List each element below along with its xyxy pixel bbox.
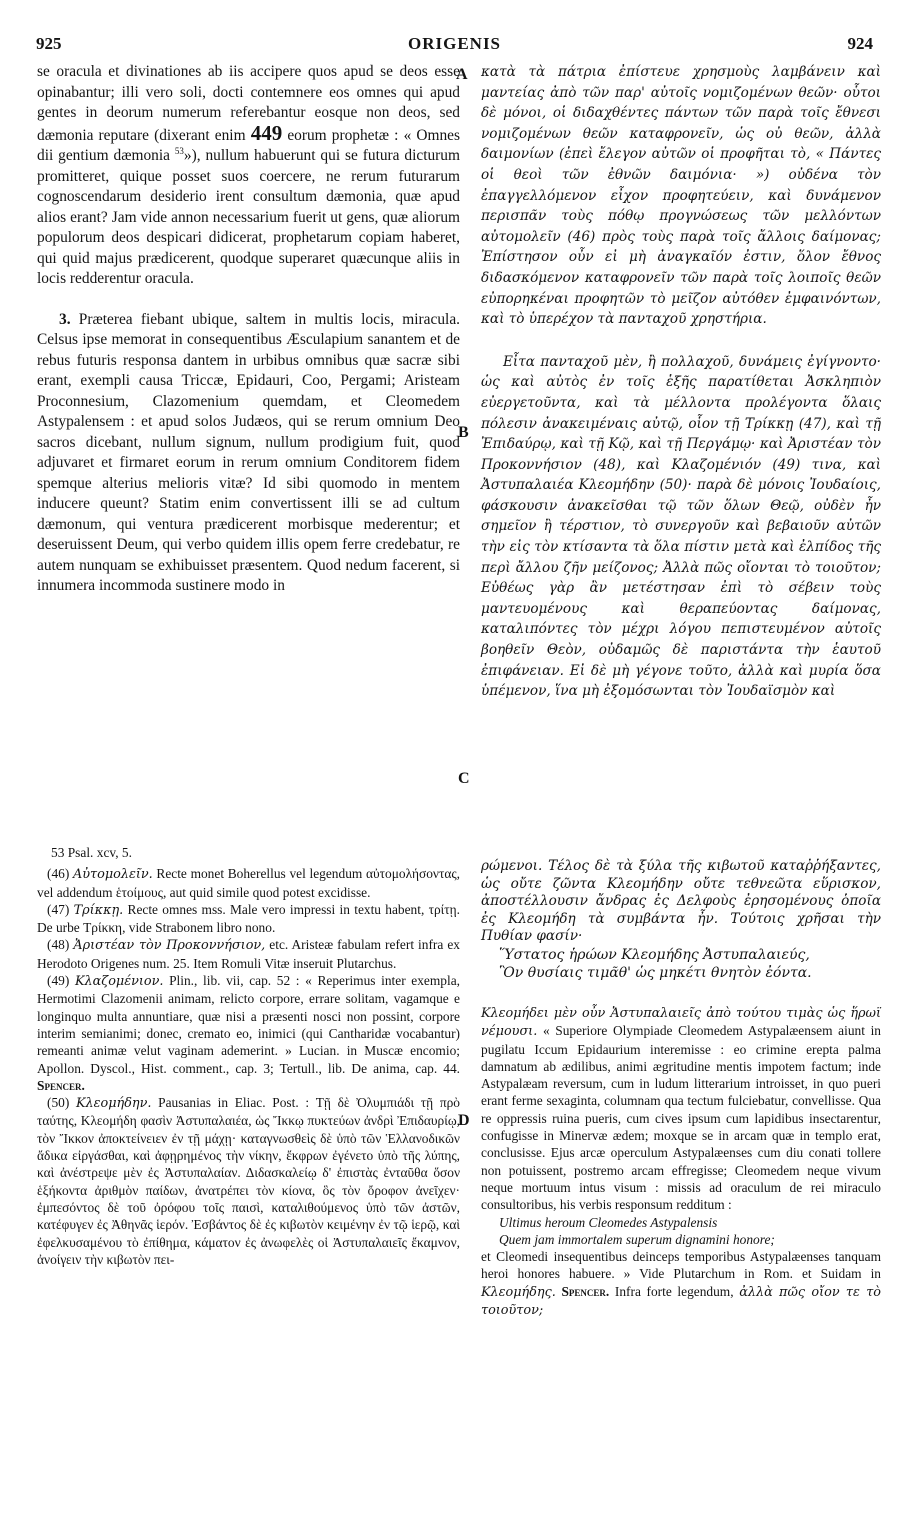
note-text: Recte monet Boherellus vel legendum αὐτομολήσοντας, vel addendum ἑτοίμους, aut quid simile quod potest excidisse. xyxy=(37,866,460,900)
latin-text: eorum prophetæ : « Omnes dii gentium dæmonia xyxy=(37,126,461,164)
footnote-48 xyxy=(37,936,460,972)
greek-paragraph-2: Εἶτα πανταχοῦ μὲν, ἢ πολλαχοῦ, δυνάμεις ἐγίγνοντο· ὡς καὶ αὐτὸς ἐν τοῖς ἑξῆς παρατίθεται Ἀσκληπιὸν εὐεργετοῦντα, καὶ τὰ μέλλοντα προλέγοντα ὅλαις πόλεσιν ἀνακειμέναις αὐτῷ, οἷον τῇ Τρίκκῃ (47), καὶ τῇ Ἐπιδαύρῳ, καὶ τῇ Κῷ, καὶ τῇ Περγάμῳ· καὶ Ἀριστέαν τὸν Προκοννήσιον (48), καὶ Κλαζομένιόν (49) τινα, καὶ Ἀστυπαλαιέα Κλεομήδην (50)· παρὰ δὲ μόνοις Ἰουδαίοις, φάσκουσιν ἀνακεῖσθαι τῷ τῶν ὅλων Θεῷ, οὐδὲν ἦν σημεῖον ἢ τέρστιον, τὸ συνεργοῦν καὶ βεβαιοῦν αὐτῶν τὴν εἰς τὸν κτίσαντα τὰ ὅλα πίστιν μετὰ καὶ ἐλπίδος τῆς περὶ ἄλλου ζῆν μείζονος; Ἀλλὰ πῶς οἴονται τὸ τοιοῦτον; Εὐθέως γὰρ ἂν μετέστησαν ἐπὶ τὸ σέβειν τοὺς μαντευομένους καὶ θεραπεύοντας δαίμονας, καταλιπόντες τὸν μέχρι λόγου πεπιστευμένον αὐτοῖς βοηθεῖν Θεὸν, οὐδαμῶς δὲ παριστάντα τὴν ἑαυτοῦ ἐπιφάνειαν. Εἰ δὲ μὴ γέγονε τοῦτο, ἀλλὰ καὶ μυρία ὅσα ὑπέμενον, ἵνα μὴ ἐξομόσωνται τὸν Ἰουδαϊσμὸν καὶ xyxy=(481,353,881,700)
note-keyword: Τρίκκῃ. xyxy=(73,902,124,918)
note-number: (49) xyxy=(47,973,70,989)
latin-text: « Superiore Olympiade Cleomedem Astypalæensem aiunt in pugilatu Iccum Epidaurium interemisse : eo crimine erepta palma damnatum ab ædilibus, animi ægritudine mentis impotem factum; inde Astypalæam reversum, cum in ludum litterarium introisset, in quo pueri erant ferme sexaginta, columnam qua tectum fulciebatur, convellisse. Qua re oppressis ruina pueris, cum cives ipsum cum lapidibus insectarentur, confugisse in Minervæ ædem; moxque se in arcam quæ in templo erat, conclusisse. Ejus arcæ operculum Astypalæenses cum diu conati tollere non potuissent, postremo arcam effregisse; Cleomedem neque vivum neque mortuum intus visum : missis ad oraculum de rei miraculo consultoribus, his verbis responsum redditum : xyxy=(481,1023,881,1213)
note-keyword: Ἀριστέαν τὸν Προκοννήσιον, xyxy=(73,938,266,954)
margin-marker-d: D xyxy=(458,1112,470,1129)
page-number-right: 924 xyxy=(847,34,873,53)
greek-column xyxy=(481,62,881,702)
footnote-47 xyxy=(37,901,460,937)
note-continuation-paragraph xyxy=(481,1004,881,1214)
oracle-verse-2: Ὃν θυσίαις τιμᾶθ' ὡς μηκέτι θνητὸν ἐόντα. xyxy=(499,964,812,981)
note-number: (46) xyxy=(47,866,70,882)
greek-text: Κλεομήδει μὲν οὖν Ἀστυπαλαιεῖς ἀπὸ τούτου τιμὰς ὡς ἥρωϊ νέμουσι. xyxy=(481,1006,881,1040)
oracle-verse-1: Ὕστατος ἡρώων Κλεομήδης Ἀστυπαλαιεύς, xyxy=(499,946,810,963)
note-continuation xyxy=(481,1004,881,1319)
latin-paragraph-2 xyxy=(37,310,460,597)
note-keyword: Κλαζομένιον. xyxy=(74,974,164,990)
note-number: (50) xyxy=(47,1095,70,1111)
note-text: Recte omnes mss. Male vero impressi in textu habent, τρίτῃ. De urbe Τρίκκη, vide Strabonem libro nono. xyxy=(37,901,460,936)
margin-marker-c: C xyxy=(458,770,470,787)
footnote-53: 53 Psal. xcv, 5. xyxy=(51,845,132,860)
section-number: 3. xyxy=(59,310,71,328)
latin-text: Præterea fiebant ubique, saltem in multis locis, miracula. Celsus ipse memorat in consequentibus Æsculapium sanantem et de rebus futuris responsa dantem in urbibus omnibus quæ sacræ sibi erant, exempli causa Triccæ, Epidauri, Coo, Pergami; Aristeam Proconnesium, Clazomenium quemdam, et Cleomedem Astypalensem : et apud solos Judæos, qui se rerum omnium Deo sacros dicebant, nullum signum, nullum prodigium fuit, quod adjuvaret et firmaret eorum in rerum omnium Conditorem fidem spemque alterius melioris vitæ? Id sibi quomodo in mentem inducere queunt? Statim enim convertissent illi se ad cultum dæmonum, qui ventura prædicerent morbisque mederentur; et deseruissent Deum, qui verbo quidem illis opem ferre credebatur, re autem nunquam se exhibuisset præsentem. Quod nedum facerent, si innumera incommoda sustinere modo in xyxy=(37,310,460,594)
latin-paragraph-1 xyxy=(37,62,460,290)
latin-verse-2: Quem jam immortalem superum dignamini honore; xyxy=(499,1231,775,1247)
note-keyword: Κλεομήδην. xyxy=(76,1096,152,1112)
running-title: ORIGENIS xyxy=(407,34,502,53)
note-number: (48) xyxy=(47,937,70,953)
footnote-49 xyxy=(37,972,460,1094)
greek-paragraph-1: κατὰ τὰ πάτρια ἐπίστευε χρησμοὺς λαμβάνειν καὶ μαντείας ἀπὸ τῶν παρ' αὐτοῖς νομιζομένων θεῶν· οὗτοι δὲ μόνοι, οἱ διδαχθέντες πάντων τῶν παρὰ τοῖς ἔθνεσι νομιζομένων θεῶν καταφρονεῖν, ὡς οὐ θεῶν, ἀλλὰ δαιμονίων (ἐπεὶ ἔλεγον αὐτῶν οἱ προφῆται τὸ, « Πάντες οἱ θεοὶ τῶν ἐθνῶν δαιμόνια· ») οὐδένα τὸν ἐπαγγελλόμενον εἶχον προφητεύειν, καὶ δυνάμενον περισπᾶν τοὺς πόθῳ προγνώσεως τῶν μελλόντων αὐτομολεῖν (46) πρὸς τοὺς παρὰ τοῖς ἄλλοις δαίμονας; Ἐπίστησον οὖν εἰ μὴ ἀναγκαῖόν ἐστιν, ὅλον ἔθνος διδασκόμενον καταφρονεῖν τῶν παρὰ τοῖς λοιποῖς θεῶν εὐπορηκέναι προφητῶν τὸ μεῖζον αὐτόθεν ἐμφαινόντων, καὶ τὸ ὑπερέχον τὰ πανταχοῦ χρηστήρια. xyxy=(481,64,881,328)
greek-continuation xyxy=(481,858,881,982)
page-number-left: 925 xyxy=(36,34,62,53)
footnote-ref: 53 xyxy=(174,145,184,156)
footnote-50 xyxy=(37,1094,460,1268)
latin-text: se oracula et divinationes ab iis accipere quos apud se deos esse opinabantur; illi vero soli, docti contemnere eos omnes qui apud gentes in deorum numerum referebantur eosque non deos, sed dæmonia reputare (dixerant enim xyxy=(37,63,460,144)
page-header xyxy=(36,30,873,56)
note-text: Plin., lib. vii, cap. 52 : « Reperimus inter exempla, Hermotimi Clazomenii animam, relicto corpore, errare solitam, vagamque e longinquo multa annuntiare, quæ nisi a præsenti nosci non possint, corpore interim semianimi; donec, cremato eo, inimici (qui Cantharidæ vocabantur) remeanti animæ velut vaginam ademerint. » Lucian. in Muscæ encomio; Apollon. Dyscol., Hist. comment., cap. 3; Tertull., lib. De anima, cap. 44. xyxy=(37,973,460,1076)
latin-text: »), nullum habuerunt qui se futura dicturum promitteret, quique posset suos coercere, ne rerum futurarum cognoscendarum desiderio irent consultum dæmonia, quæ apud alios erant? Jam vide annon necessarium fuerit ut gens, quæ aliorum populorum deos despicari didicerat, prophetarum copiam haberet, qui quid majus prædicerent, quodque superaret quæcunque aliis in locis redderentur oracula. xyxy=(37,147,460,287)
greek-paragraph-3: ρώμενοι. Τέλος δὲ τὰ ξύλα τῆς κιβωτοῦ καταῤῥήξαντες, ὡς οὔτε ζῶντα Κλεομήδην οὔτε τεθνεῶτα εὕρισκον, ἀποστέλλουσιν ἄνδρας ἐς Δελφοὺς ἐρησομένους ὁποῖα ἐς Κλεομήδη τὰ συμβάντα ἦν. Τούτοις χρῆσαι τὴν Πυθίαν φασίν· xyxy=(481,858,881,944)
margin-marker-a: A xyxy=(456,66,468,83)
note-text: Pausanias in Eliac. Post. : Τῇ δὲ Ὀλυμπιάδι τῇ πρὸ ταύτης, Κλεομήδη φασὶν Ἀστυπαλαιέα, ὡς Ἴκκῳ πυκτεύων ἀνδρὶ Ἐπιδαυρίῳ, τὸν Ἴκκον ἀποκτείνειεν ἐν τῇ μάχῃ· καταγνωσθεὶς δὲ ὑπὸ τῶν Ἑλλανοδικῶν ἄδικα εἰργάσθαι, καὶ ἀφῃρημένος τὴν νίκην, ἔκφρων ἐγένετο ὑπὸ τῆς λύπης, καὶ ἀνέστρεψε μὲν ἐς Ἀστυπαλαίαν. Διδασκαλείῳ δ' ἐπιστὰς ἐνταῦθα ὅσον ἑξήκοντα ἀριθμὸν παίδων, ἀνατρέπει τὸν κίονα, ὃς τὸν ὄροφον ἀνεῖχεν· ἐμπεσόντος δὲ τοῦ ὀρόφου τοῖς παισὶ, καταλιθούμενος ὑπὸ τῶν ἀστῶν, κατέφυγεν ἐς Ἀθηνᾶς ἱερόν. Ἐσβάντος δὲ ἐς κιβωτὸν κειμένην ἐν τῷ ἱερῷ, καὶ ἐφελκυσαμένου τὸ ἐπίθημα, κάματον ἐς ἀνωφελὲς οἱ Ἀστυπαλαιεῖς ἔκαμνον, ἀνοίγειν τὴν κιβωτὸν πει- xyxy=(37,1095,460,1267)
note-continuation-end xyxy=(481,1248,881,1319)
note-signature: Spencer. xyxy=(37,1077,85,1093)
margin-marker-b: B xyxy=(458,424,469,441)
note-keyword: Αὐτομολεῖν. xyxy=(73,867,153,883)
greek-text: Κλεομήδης. xyxy=(481,1284,556,1300)
footnotes xyxy=(37,844,460,1268)
note-number: (47) xyxy=(47,901,70,917)
latin-verse-1: Ultimus heroum Cleomedes Astypalensis xyxy=(499,1214,718,1230)
footnote-46 xyxy=(37,865,460,901)
greek-text: ἀλλὰ πῶς οἴον τε τὸ τοιοῦτον; xyxy=(481,1284,881,1319)
latin-text: Infra forte legendum, xyxy=(614,1283,734,1299)
note-signature: Spencer. xyxy=(561,1283,610,1299)
latin-column xyxy=(37,62,460,597)
latin-text: et Cleomedi insequentibus deinceps temporibus Astypalæenses tanquam heroi honores habuere. » Vide Plutarchum in Rom. et Suidam in xyxy=(481,1249,881,1282)
note-text: etc. Aristeæ fabulam refert infra ex Herodoto Origenes num. 25. Item Romuli Vitæ inseruit Plutarchus. xyxy=(37,937,460,971)
column-number: 449 xyxy=(250,120,283,145)
